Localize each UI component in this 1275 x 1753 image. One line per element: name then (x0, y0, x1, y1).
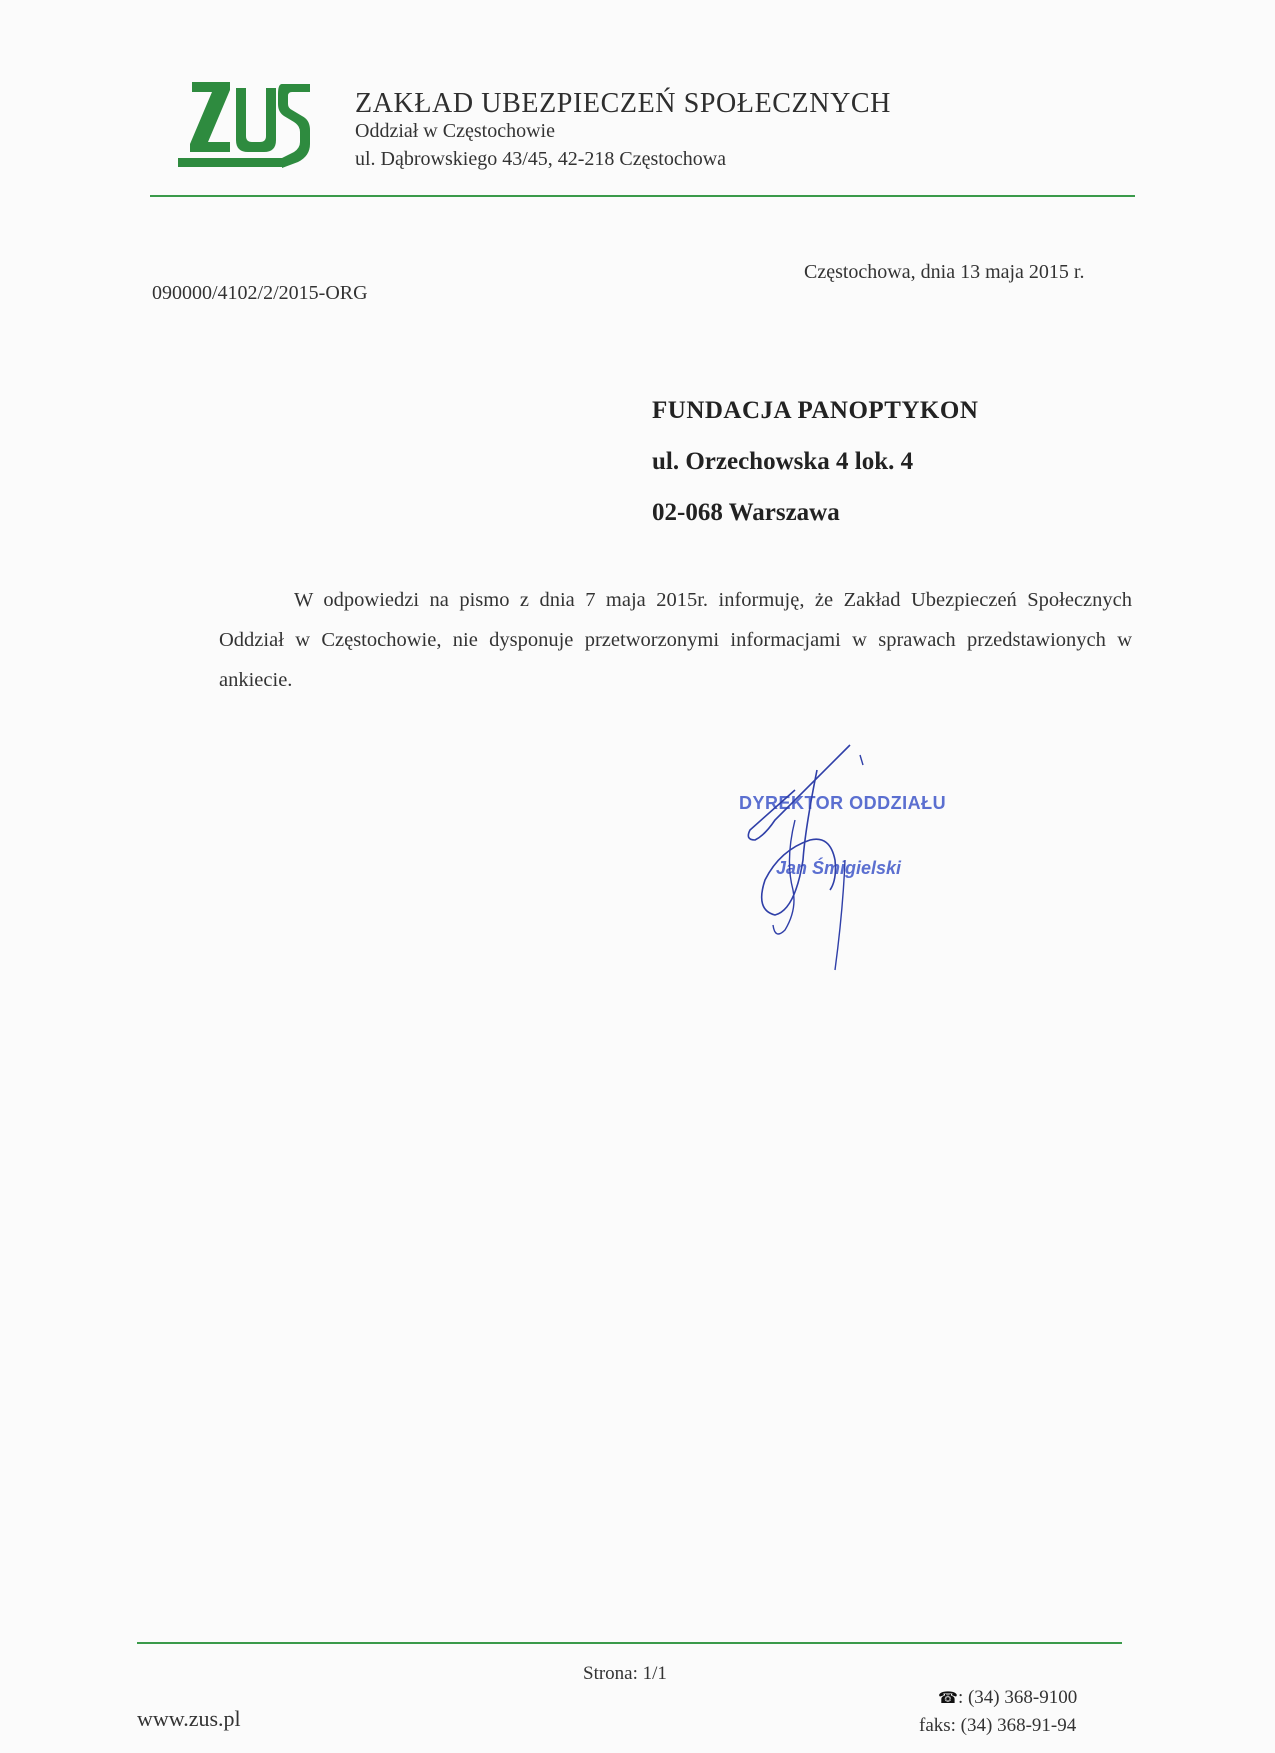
recipient-name: FUNDACJA PANOPTYKON (652, 397, 979, 424)
handwritten-signature (735, 740, 870, 1000)
recipient-street: ul. Orzechowska 4 lok. 4 (652, 448, 914, 475)
phone-number (938, 1687, 1077, 1709)
footer-divider (137, 1642, 1122, 1644)
reference-number: 090000/4102/2/2015-ORG (152, 282, 368, 304)
recipient-city: 02-068 Warszawa (652, 499, 840, 526)
phone-icon: ☎ (938, 1688, 958, 1707)
letter-body: W odpowiedzi na pismo z dnia 7 maja 2015r. informuję, że Zakład Ubezpieczeń Społecznych Oddział w Częstochowie, nie dysponuje przetworzonymi informacjami w sprawach przedstawionych w ankiecie. (219, 589, 1132, 691)
stamp-name: Jan Śmigielski (776, 858, 902, 878)
organization-address: ul. Dąbrowskiego 43/45, 42-218 Częstochowa (355, 148, 727, 170)
stamp-title: DYREKTOR ODDZIAŁU (739, 793, 947, 813)
page-indicator: Strona: 1/1 (583, 1663, 667, 1684)
organization-name: ZAKŁAD UBEZPIECZEŃ SPOŁECZNYCH (355, 88, 891, 119)
header-divider (150, 195, 1135, 197)
fax-number: faks: (34) 368-91-94 (919, 1715, 1077, 1736)
website-url: www.zus.pl (137, 1706, 241, 1731)
zus-logo (178, 80, 313, 170)
letter-date: Częstochowa, dnia 13 maja 2015 r. (804, 261, 1085, 283)
phone-value: : (34) 368-9100 (957, 1687, 1078, 1708)
organization-branch: Oddział w Częstochowie (355, 120, 555, 142)
